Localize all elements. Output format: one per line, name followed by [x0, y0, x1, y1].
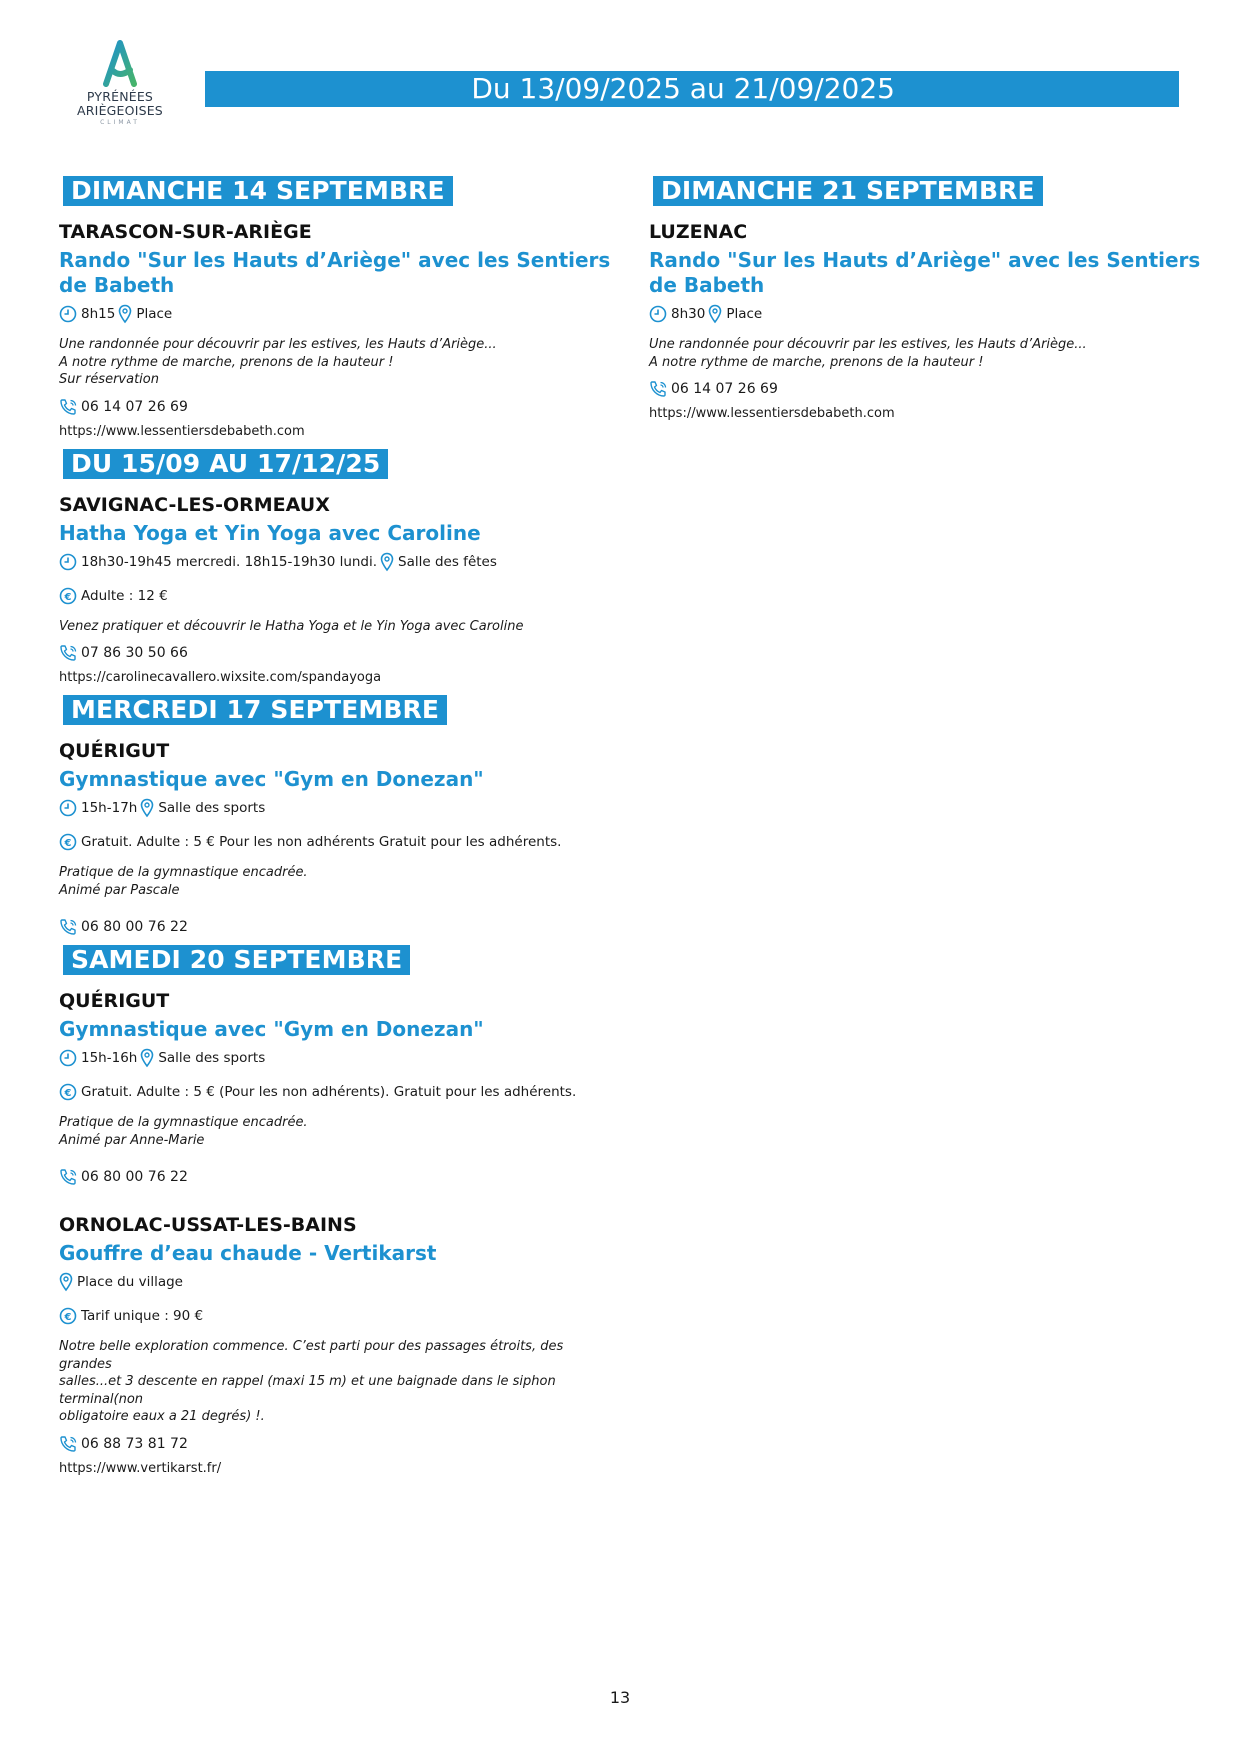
day-section: [59, 695, 619, 937]
event-place: Salle des sports: [158, 800, 266, 816]
phone-icon: [649, 380, 669, 398]
event-description: [59, 1114, 619, 1149]
description-line: Venez pratiquer et découvrir le Hatha Yoga et le Yin Yoga avec Caroline: [59, 618, 524, 634]
event-price-text: Tarif unique : 90 €: [81, 1308, 204, 1324]
event-time: 8h15: [81, 306, 116, 322]
event-time: 8h30: [671, 306, 706, 322]
event-schedule: [59, 552, 619, 572]
event-town: TARASCON-SUR-ARIÈGE: [59, 221, 312, 243]
event-block: [59, 1213, 619, 1478]
event-price: [59, 1306, 619, 1326]
event-time: 15h-16h: [81, 1050, 138, 1066]
description-line: Pratique de la gymnastique encadrée.: [59, 1115, 308, 1130]
event-town: QUÉRIGUT: [59, 990, 170, 1012]
event-price-text: Adulte : 12 €: [81, 587, 168, 604]
event-schedule: [59, 1272, 619, 1292]
event-description: [59, 864, 619, 899]
day-heading: SAMEDI 20 SEPTEMBRE: [63, 945, 410, 975]
location-pin-icon: [140, 1048, 154, 1068]
event-place: Salle des sports: [158, 1050, 266, 1066]
event-phone: [59, 917, 619, 937]
phone-icon: [59, 1168, 79, 1186]
day-section: [59, 176, 619, 441]
location-pin-icon: [380, 552, 394, 572]
event-phone: [59, 1167, 619, 1187]
day-section: [59, 449, 619, 688]
event-place: Place du village: [77, 1274, 183, 1290]
event-price: [59, 586, 619, 606]
euro-icon: [59, 1083, 77, 1101]
event-url[interactable]: https://www.vertikarst.fr/: [59, 1460, 222, 1476]
day-heading: DIMANCHE 21 SEPTEMBRE: [653, 176, 1043, 206]
event-town: SAVIGNAC-LES-ORMEAUX: [59, 493, 330, 516]
phone-icon: [59, 644, 79, 662]
phone-icon: [59, 1435, 79, 1453]
event-time: 15h-17h: [81, 800, 138, 816]
event-price-text: Gratuit. Adulte : 5 € (Pour les non adhérents). Gratuit pour les adhérents.: [81, 1084, 577, 1100]
event-block: [59, 493, 619, 688]
description-line: Animé par Pascale: [59, 882, 180, 898]
event-phone-number: 07 86 30 50 66: [81, 645, 188, 661]
left-column: [59, 176, 619, 1478]
description-line: Animé par Anne-Marie: [59, 1132, 205, 1148]
day-section: [649, 176, 1209, 423]
event-place: Place: [726, 306, 763, 322]
event-title: Gymnastique avec "Gym en Donezan": [59, 1017, 484, 1041]
event-phone-number: 06 80 00 76 22: [81, 1169, 188, 1185]
description-line: Une randonnée pour découvrir par les estives, les Hauts d’Ariège...: [59, 337, 497, 352]
brand-logo: [72, 40, 168, 128]
event-price: [59, 832, 619, 852]
euro-icon: [59, 833, 77, 851]
date-range-banner: Du 13/09/2025 au 21/09/2025: [205, 71, 1179, 107]
event-title: Rando "Sur les Hauts d’Ariège" avec les Sentiers de Babeth: [649, 248, 1201, 297]
description-line: Sur réservation: [59, 372, 159, 387]
event-block: [59, 220, 619, 441]
event-schedule: [59, 304, 619, 324]
event-title: Gymnastique avec "Gym en Donezan": [59, 767, 484, 791]
event-title: Rando "Sur les Hauts d’Ariège" avec les Sentiers de Babeth: [59, 248, 611, 297]
event-town: QUÉRIGUT: [59, 740, 170, 762]
location-pin-icon: [140, 798, 154, 818]
clock-icon: [59, 799, 77, 817]
event-description: [59, 1338, 619, 1426]
clock-icon: [59, 1049, 77, 1067]
event-phone: [59, 1434, 619, 1454]
event-time: 18h30-19h45 mercredi. 18h15-19h30 lundi.: [81, 553, 378, 570]
right-column: [649, 176, 1209, 423]
day-heading: DU 15/09 AU 17/12/25: [63, 449, 388, 479]
svg-text:€: €: [64, 837, 72, 849]
page-number: 13: [609, 1688, 631, 1707]
clock-icon: [59, 553, 77, 571]
event-price-text: Gratuit. Adulte : 5 € Pour les non adhérents Gratuit pour les adhérents.: [81, 834, 562, 850]
clock-icon: [649, 305, 667, 323]
location-pin-icon: [59, 1272, 73, 1292]
event-schedule: [59, 798, 619, 818]
svg-text:€: €: [64, 591, 72, 603]
event-title: Hatha Yoga et Yin Yoga avec Caroline: [59, 520, 481, 545]
logo-line-3: CLIMAT: [100, 119, 140, 126]
description-line: Pratique de la gymnastique encadrée.: [59, 865, 308, 880]
description-line: obligatoire eaux a 21 degrés) !.: [59, 1409, 265, 1424]
logo-line-2: ARIÈGEOISES: [77, 103, 163, 118]
phone-icon: [59, 398, 79, 416]
description-line: A notre rythme de marche, prenons de la hauteur !: [59, 354, 394, 370]
event-place: Place: [136, 306, 173, 322]
event-town: LUZENAC: [649, 221, 748, 243]
event-block: [59, 739, 619, 937]
location-pin-icon: [118, 304, 132, 324]
clock-icon: [59, 305, 77, 323]
event-description: [649, 336, 1209, 371]
event-url[interactable]: https://www.lessentiersdebabeth.com: [649, 406, 895, 421]
event-schedule: [649, 304, 1209, 324]
svg-text:€: €: [64, 1311, 72, 1323]
event-phone-number: 06 14 07 26 69: [671, 381, 778, 397]
day-heading: MERCREDI 17 SEPTEMBRE: [63, 695, 447, 725]
logo-mark-icon: [98, 40, 142, 90]
description-line: Une randonnée pour découvrir par les estives, les Hauts d’Ariège...: [649, 337, 1087, 352]
description-line: A notre rythme de marche, prenons de la hauteur !: [649, 354, 984, 370]
day-heading: DIMANCHE 14 SEPTEMBRE: [63, 176, 453, 206]
phone-icon: [59, 918, 79, 936]
event-phone-number: 06 80 00 76 22: [81, 919, 188, 935]
description-line: Notre belle exploration commence. C’est parti pour des passages étroits, des grandes: [59, 1339, 564, 1372]
logo-line-1: PYRÉNÉES: [86, 89, 154, 104]
day-section: [59, 945, 619, 1478]
event-url[interactable]: https://www.lessentiersdebabeth.com: [59, 423, 305, 439]
event-description: [59, 336, 619, 389]
event-place: Salle des fêtes: [398, 553, 497, 570]
event-phone: [649, 379, 1209, 399]
euro-icon: [59, 587, 77, 605]
event-phone-number: 06 88 73 81 72: [81, 1435, 188, 1452]
event-block: [59, 989, 619, 1187]
description-line: salles...et 3 descente en rappel (maxi 15 m) et une baignade dans le siphon terminal(non: [59, 1374, 556, 1407]
event-description: [59, 618, 619, 636]
location-pin-icon: [708, 304, 722, 324]
svg-text:€: €: [64, 1087, 72, 1099]
event-url[interactable]: https://carolinecavallero.wixsite.com/spandayoga: [59, 670, 382, 685]
euro-icon: [59, 1307, 77, 1325]
event-phone: [59, 643, 619, 663]
event-price: [59, 1082, 619, 1102]
event-block: [649, 220, 1209, 423]
event-schedule: [59, 1048, 619, 1068]
event-town: ORNOLAC-USSAT-LES-BAINS: [59, 1214, 357, 1236]
event-title: Gouffre d’eau chaude - Vertikarst: [59, 1241, 437, 1265]
event-phone-number: 06 14 07 26 69: [81, 398, 188, 415]
event-phone: [59, 397, 619, 417]
